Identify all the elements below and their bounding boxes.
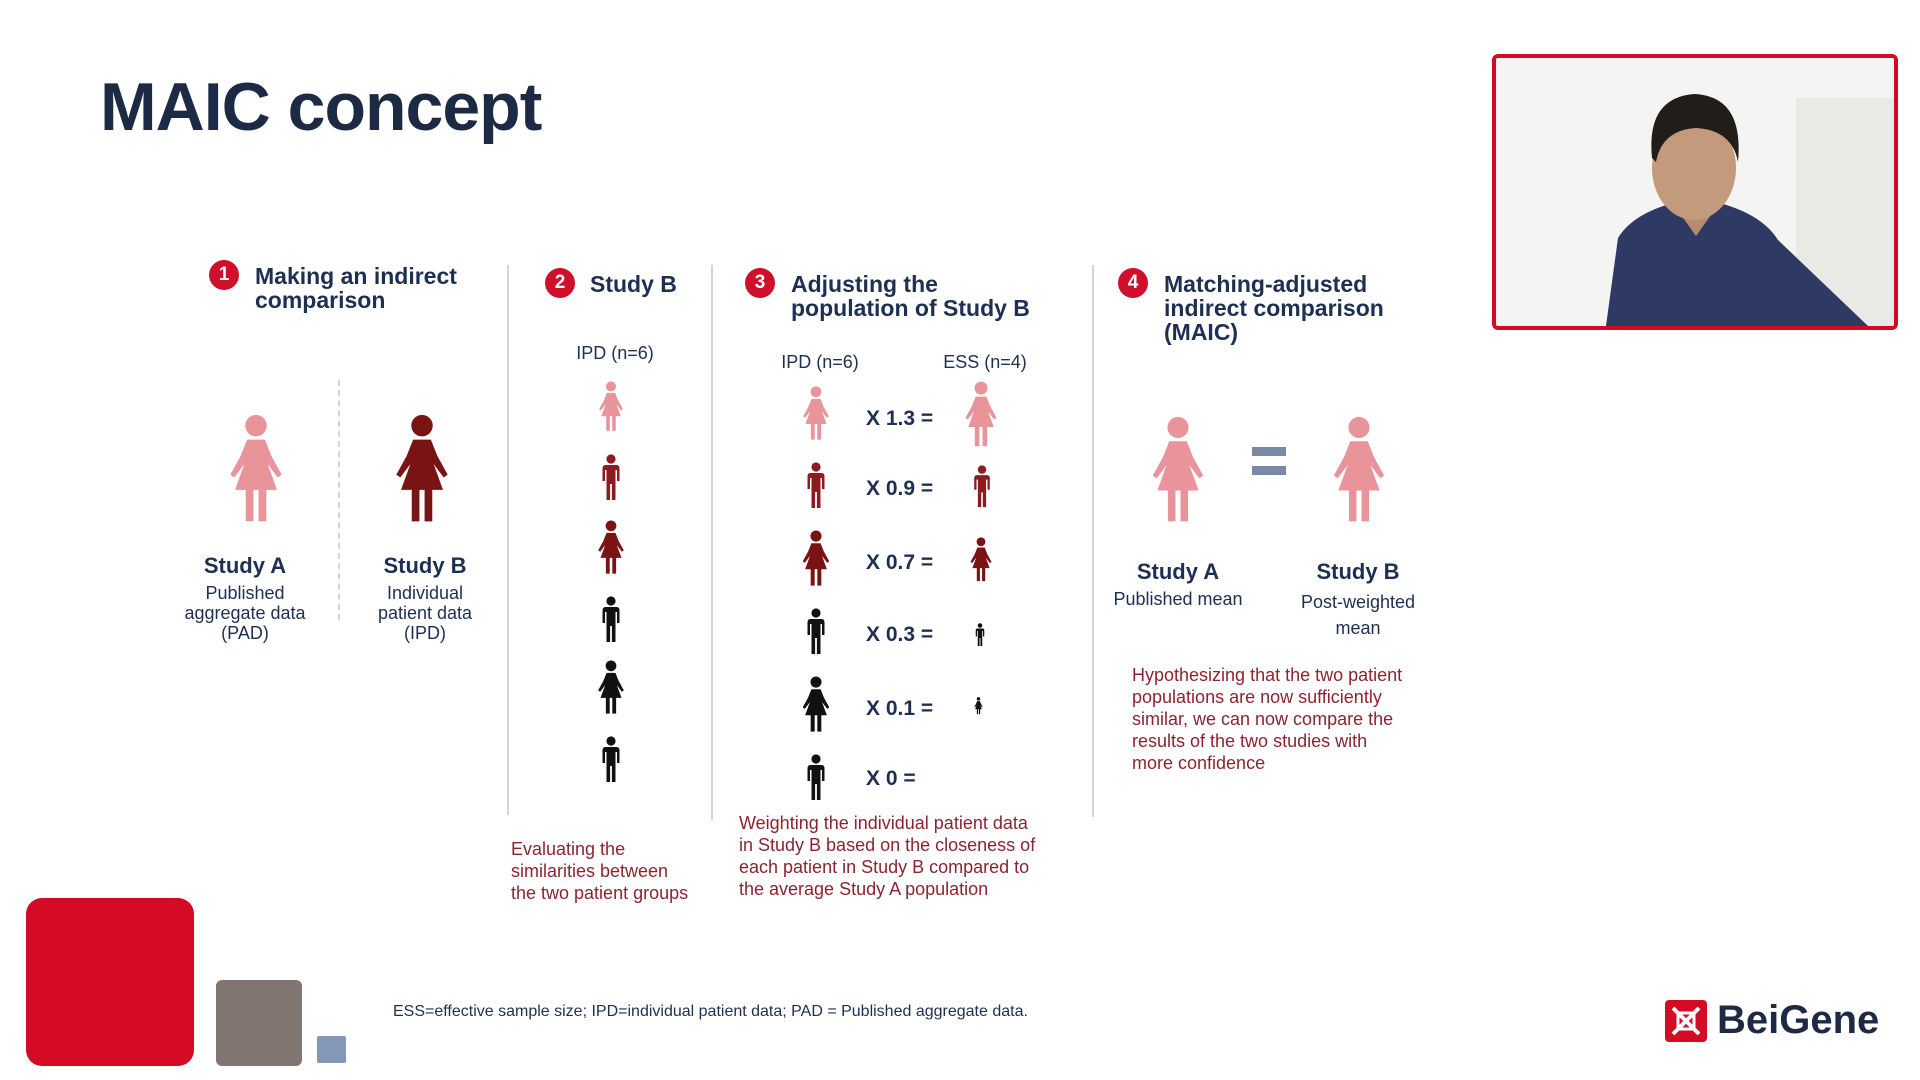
- step-3-badge: 3: [745, 268, 775, 298]
- study-b-label: Study B: [1316, 559, 1400, 584]
- equals-icon: [1252, 447, 1286, 477]
- female-person-icon: [974, 697, 983, 715]
- study-b-desc-line: Post-weighted: [1300, 592, 1416, 612]
- study-b-desc-line: patient data: [377, 603, 473, 623]
- caption-line: the two patient groups: [511, 883, 689, 903]
- step-1-badge: 1: [209, 260, 239, 290]
- study-a-desc-line: (PAD): [221, 623, 269, 643]
- ipd-label: IPD (n=6): [781, 352, 859, 372]
- caption-line: populations are now sufficiently: [1132, 687, 1382, 707]
- weight-label: X 0.3 =: [866, 623, 934, 646]
- female-person-icon: [597, 520, 625, 576]
- step-3-heading-line2: population of Study B: [791, 295, 1030, 321]
- caption-line: Weighting the individual patient data: [739, 813, 1028, 833]
- caption-line: each patient in Study B compared to: [739, 857, 1030, 877]
- section-divider: [507, 265, 509, 815]
- study-a-label: Study A: [203, 553, 287, 578]
- study-a-label: Study A: [1136, 559, 1220, 584]
- female-person-icon: [969, 537, 993, 583]
- caption-line: the average Study A population: [739, 879, 989, 899]
- female-person-icon: [597, 660, 625, 716]
- male-person-icon: [804, 604, 828, 660]
- step-4-badge: 4: [1118, 268, 1148, 298]
- female-person-icon: [1331, 416, 1387, 526]
- study-a-desc-line: aggregate data: [184, 603, 306, 623]
- male-person-icon: [971, 462, 993, 512]
- study-b-desc-line: mean: [1335, 618, 1381, 638]
- ipd-label: IPD (n=6): [576, 343, 654, 363]
- step-2-heading: Study B: [590, 271, 677, 297]
- caption-line: in Study B based on the closeness of: [739, 835, 1036, 855]
- caption-line: more confidence: [1132, 753, 1266, 773]
- male-person-icon: [804, 750, 828, 806]
- step-1-heading: [255, 264, 457, 312]
- step-1-heading-line2: comparison: [255, 287, 386, 313]
- caption-line: similarities between: [511, 861, 669, 881]
- caption-line: Evaluating the: [511, 839, 626, 859]
- weight-label: X 0 =: [866, 767, 916, 790]
- step-4-caption: [1132, 664, 1402, 774]
- step-3-caption: [739, 812, 1035, 900]
- female-person-icon: [1150, 416, 1206, 526]
- male-person-icon: [599, 450, 623, 506]
- section-1-divider: [338, 380, 340, 620]
- study-b-label: Study B: [383, 553, 467, 578]
- step-4-heading: [1164, 272, 1384, 344]
- step-1-heading-line1: Making an indirect: [255, 263, 457, 289]
- female-person-icon: [228, 414, 284, 526]
- weight-label: X 0.9 =: [866, 477, 934, 500]
- footnote: ESS=effective sample size; IPD=individual patient data; PAD = Published aggregate data.: [393, 1003, 1028, 1020]
- decorative-slate-square: [317, 1036, 346, 1063]
- study-a-description: Published mean: [1113, 589, 1243, 609]
- study-b-description: [350, 583, 500, 643]
- ess-label: ESS (n=4): [943, 352, 1027, 372]
- decorative-red-square: [26, 898, 194, 1066]
- presenter-image: [1496, 58, 1894, 326]
- section-divider: [711, 265, 713, 820]
- female-person-icon: [802, 386, 830, 442]
- step-3-heading: [791, 272, 1030, 320]
- step-4-heading-line2: indirect comparison: [1164, 295, 1384, 321]
- presenter-video: [1492, 54, 1898, 330]
- male-person-icon: [974, 622, 986, 648]
- step-4-heading-line3: (MAIC): [1164, 319, 1239, 345]
- step-2-caption: [511, 838, 688, 904]
- step-4-heading-line1: Matching-adjusted: [1164, 271, 1368, 297]
- study-a-description: [170, 583, 320, 643]
- female-person-icon: [394, 414, 450, 526]
- caption-line: similar, we can now compare the: [1132, 709, 1394, 729]
- weight-label: X 0.7 =: [866, 551, 934, 574]
- weight-label: X 0.1 =: [866, 697, 934, 720]
- study-a-desc-line: Published: [205, 583, 285, 603]
- study-b-desc-line: (IPD): [404, 623, 446, 643]
- step-2-badge: 2: [545, 268, 575, 298]
- slide-title: MAIC concept: [100, 69, 542, 145]
- decorative-taupe-square: [216, 980, 302, 1066]
- study-b-desc-line: Individual: [386, 583, 464, 603]
- male-person-icon: [599, 592, 623, 648]
- study-b-description: [1278, 589, 1438, 641]
- weight-label: X 1.3 =: [866, 407, 934, 430]
- beigene-logo-icon: [1665, 1000, 1707, 1042]
- beigene-logo-text: BeiGene: [1717, 998, 1880, 1042]
- male-person-icon: [804, 458, 828, 514]
- female-person-icon: [801, 676, 831, 734]
- female-person-icon: [801, 530, 831, 588]
- section-divider: [1092, 265, 1094, 817]
- caption-line: Hypothesizing that the two patient: [1132, 665, 1403, 685]
- male-person-icon: [599, 732, 623, 788]
- female-person-icon: [598, 380, 624, 434]
- step-3-heading-line1: Adjusting the: [791, 271, 938, 297]
- female-person-icon: [964, 380, 998, 450]
- caption-line: results of the two studies with: [1132, 731, 1368, 751]
